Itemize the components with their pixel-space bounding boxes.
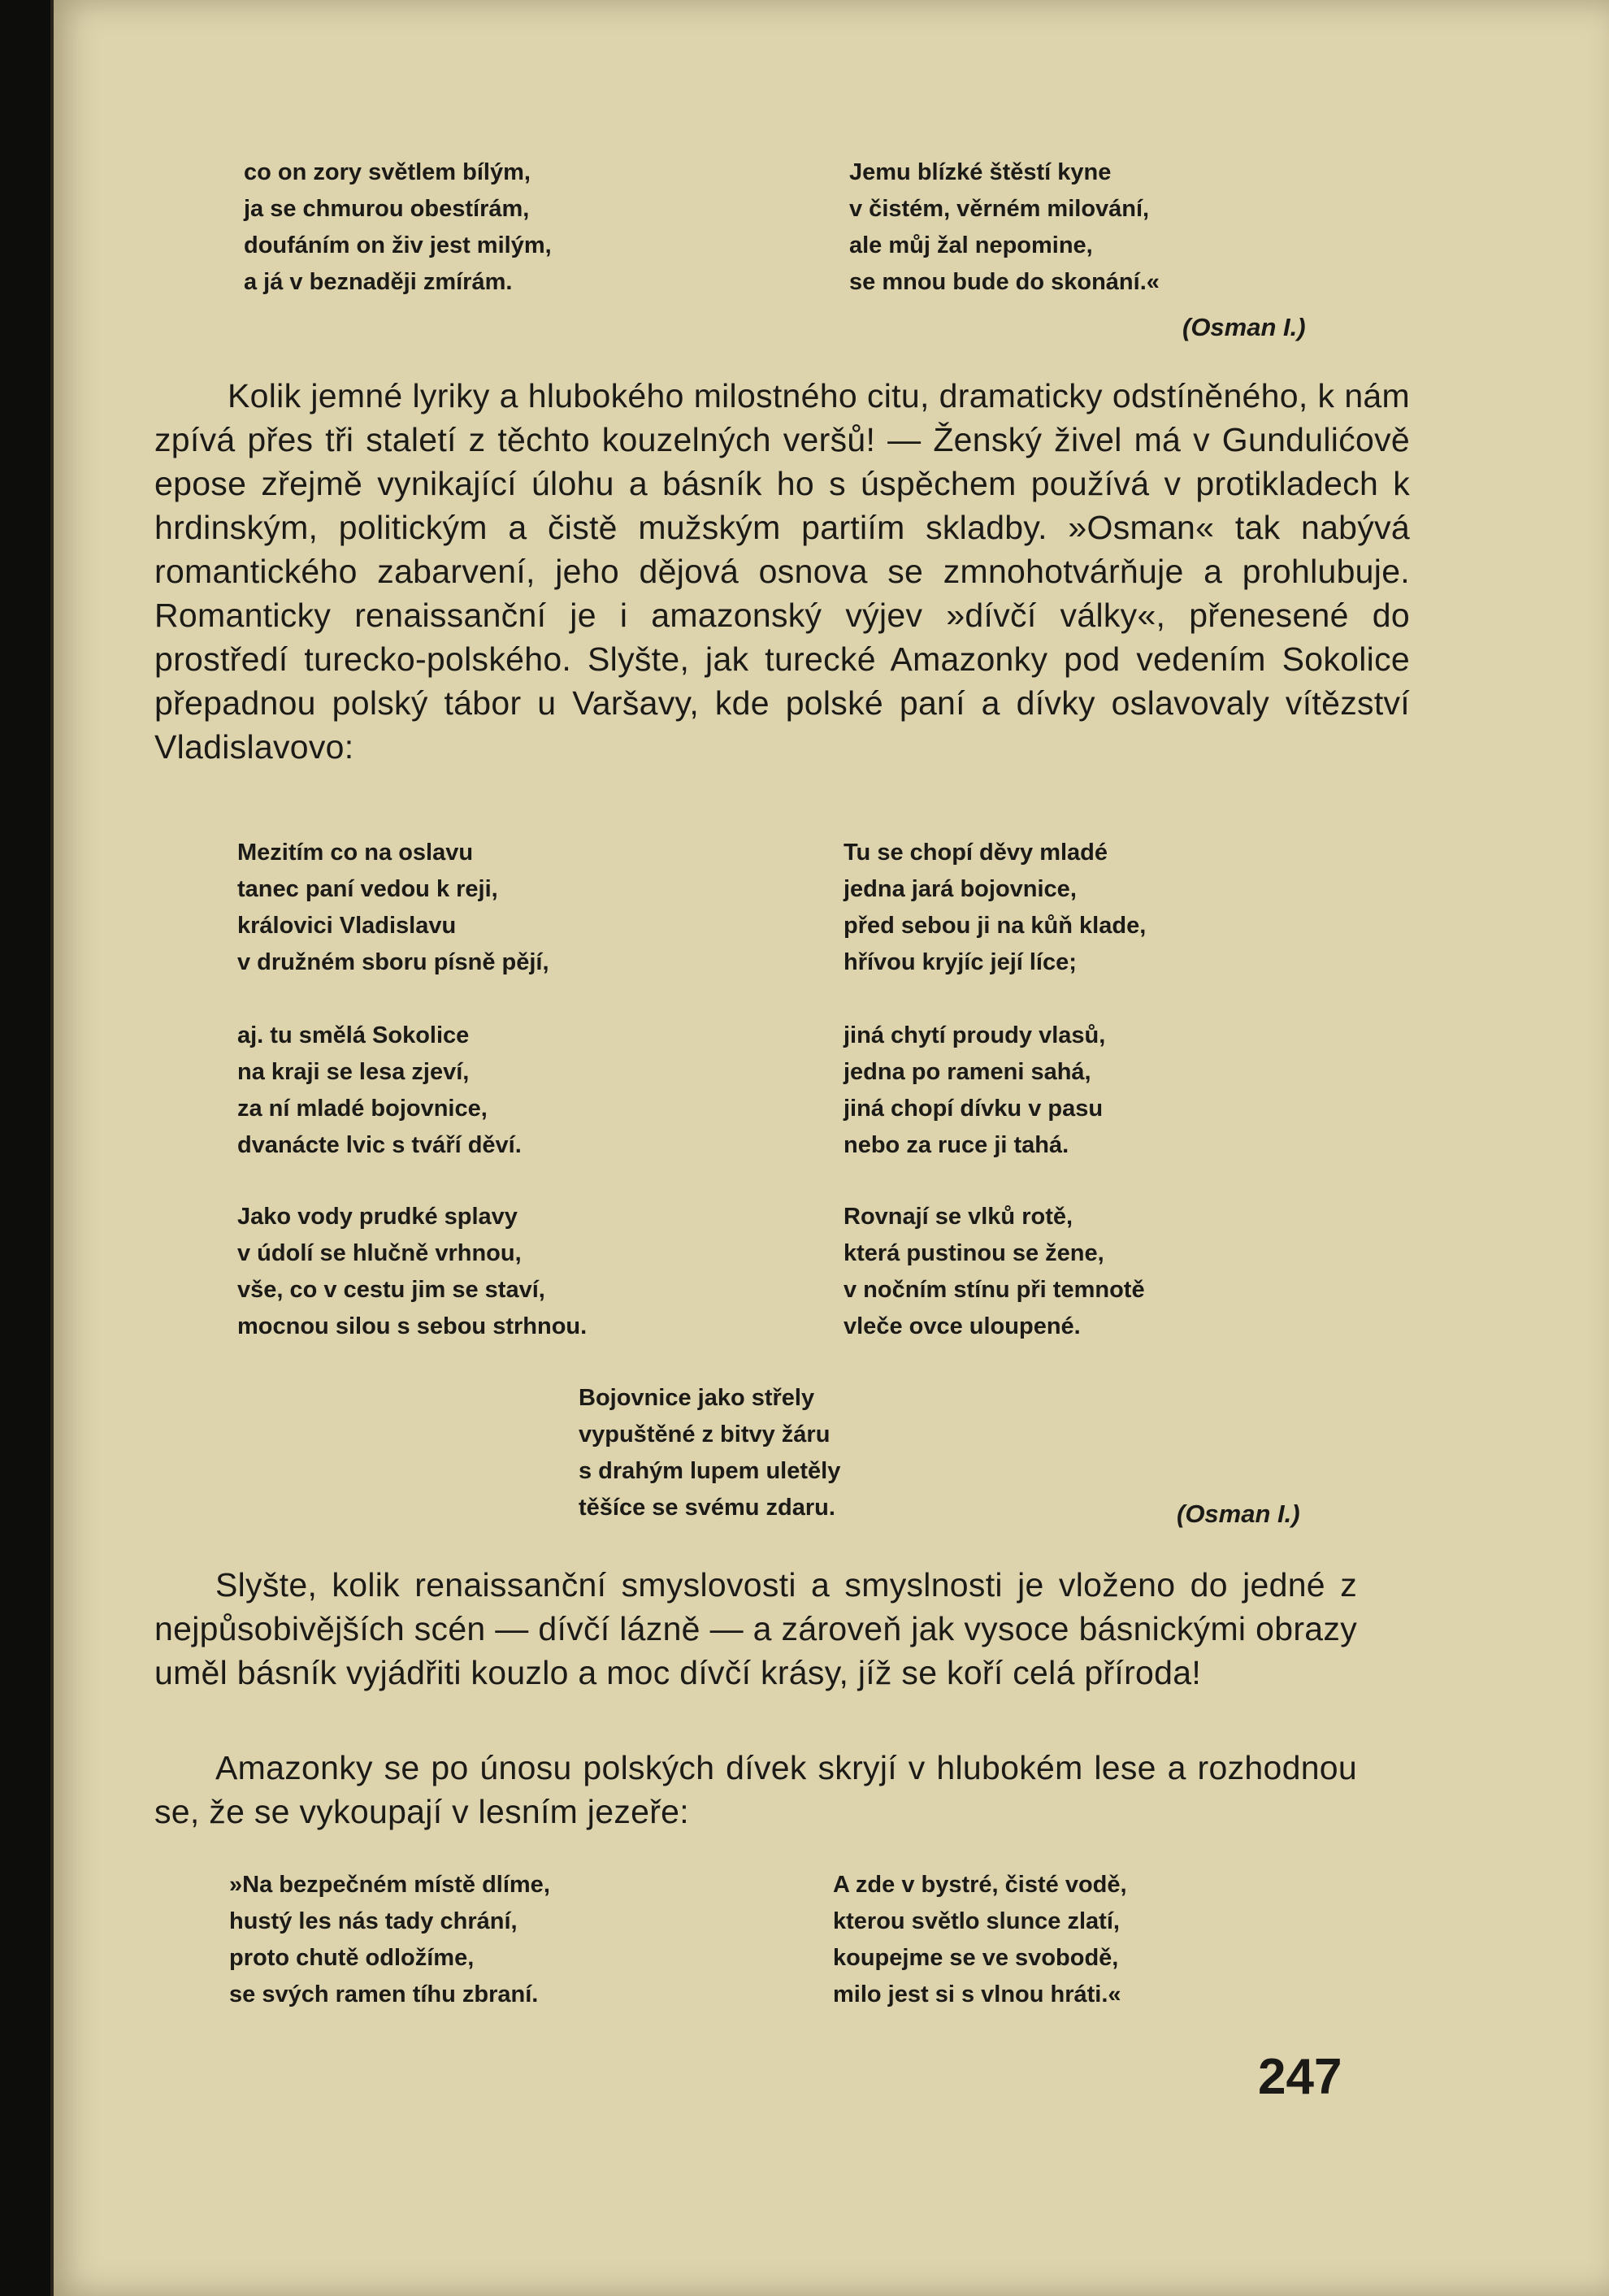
verse-line: nebo za ruce ji tahá. [844, 1132, 1069, 1158]
poem-stanza [229, 1867, 550, 2013]
verse-line: tanec paní vedou k reji, [237, 876, 498, 902]
verse-line: v nočním stínu při temnotě [844, 1277, 1145, 1303]
verse-line: za ní mladé bojovnice, [237, 1096, 488, 1122]
verse-line: dvanácte lvic s tváří děví. [237, 1132, 522, 1158]
verse-line: se svých ramen tíhu zbraní. [229, 1981, 539, 2007]
verse-line: doufáním on živ jest milým, [244, 232, 552, 258]
verse-line: Jako vody prudké splavy [237, 1204, 518, 1230]
top-poem-right-stanza [849, 154, 1160, 301]
verse-line: která pustinou se žene, [844, 1240, 1104, 1266]
verse-line: mocnou silou s sebou strhnou. [237, 1313, 588, 1339]
poem-stanza [833, 1867, 1127, 2013]
poem-stanza [844, 1199, 1145, 1345]
verse-line: milo jest si s vlnou hráti.« [833, 1981, 1121, 2007]
verse-line: v údolí se hlučně vrhnou, [237, 1240, 522, 1266]
page-number: 247 [1258, 2049, 1342, 2105]
verse-line: Mezitím co na oslavu [237, 840, 474, 866]
verse-line: jedna jará bojovnice, [844, 876, 1077, 902]
verse-line: těšíce se svému zdaru. [579, 1495, 835, 1521]
poem-stanza [844, 835, 1146, 981]
verse-line: hřívou kryjíc její líce; [844, 949, 1077, 975]
verse-line: před sebou ji na kůň klade, [844, 913, 1147, 939]
verse-line: ale můj žal nepomine, [849, 232, 1093, 258]
verse-line: Jemu blízké štěstí kyne [849, 159, 1112, 185]
verse-line: aj. tu smělá Sokolice [237, 1022, 470, 1048]
verse-line: se mnou bude do skonání.« [849, 269, 1160, 295]
paragraph: Slyšte, kolik renaissanční smyslovosti a smyslnosti je vloženo do jedné z nejpůsobivějších scén — dívčí lázně — a zároveň jak vysoce básnickými obrazy uměl básník vyjádřiti kouzlo a moc dívčí krásy, jíž se koří celá příroda! [154, 1566, 1357, 1691]
poem-stanza [579, 1380, 840, 1526]
poem-stanza [237, 835, 549, 981]
verse-line: vypuštěné z bitvy žáru [579, 1421, 831, 1447]
verse-line: v čistém, věrném milování, [849, 196, 1150, 222]
poem-stanza [237, 1199, 587, 1345]
verse-line: hustý les nás tady chrání, [229, 1908, 518, 1934]
verse-line: a já v beznaději zmírám. [244, 269, 513, 295]
verse-line: vše, co v cestu jim se staví, [237, 1277, 545, 1303]
verse-line: proto chutě odložíme, [229, 1945, 475, 1971]
verse-line: jiná chytí proudy vlasů, [844, 1022, 1106, 1048]
poem-stanza [237, 1018, 522, 1164]
paragraph: Kolik jemné lyriky a hlubokého milostného citu, dramaticky odstíněného, k nám zpívá přes tři staletí z těchto kouzelných veršů! — Ženský živel má v Gundulićově epose zřejmě vynikající úlohu a básník ho s úspěchem používá v protikladech k hrdinským, politickým a čistě mužským partiím skladby. »Osman« tak nabývá romantického zabarvení, jeho dějová osnova se zmnohotvárňuje a prohlubuje. Romanticky renaissanční je i amazonský výjev »dívčí války«, přenesené do prostředí turecko-polského. Slyšte, jak turecké Amazonky pod vedením Sokolice přepadnou polský tábor u Varšavy, kde polské paní a dívky oslavovaly vítězství Vladislavovo: [154, 377, 1410, 766]
verse-line: ja se chmurou obestírám, [244, 196, 530, 222]
verse-line: kterou světlo slunce zlatí, [833, 1908, 1120, 1934]
verse-line: co on zory světlem bílým, [244, 159, 531, 185]
verse-line: Bojovnice jako střely [579, 1385, 815, 1411]
verse-line: Tu se chopí děvy mladé [844, 840, 1108, 866]
poem-stanza [844, 1018, 1105, 1164]
page-spine [50, 0, 54, 2296]
attribution: (Osman I.) [1177, 1500, 1300, 1528]
verse-line: jedna po rameni sahá, [844, 1059, 1091, 1085]
verse-line: jiná chopí dívku v pasu [844, 1096, 1104, 1122]
verse-line: vleče ovce uloupené. [844, 1313, 1081, 1339]
verse-line: na kraji se lesa zjeví, [237, 1059, 470, 1085]
verse-line: koupejme se ve svobodě, [833, 1945, 1119, 1971]
verse-line: Rovnají se vlků rotě, [844, 1204, 1073, 1230]
verse-line: královici Vladislavu [237, 913, 457, 939]
paragraph: Amazonky se po únosu polských dívek skryjí v hlubokém lese a rozhodnou se, že se vykoupají v lesním jezeře: [154, 1749, 1357, 1830]
top-poem-left-stanza [244, 154, 552, 301]
verse-line: s drahým lupem uletěly [579, 1458, 841, 1484]
verse-line: »Na bezpečném místě dlíme, [229, 1872, 550, 1898]
attribution: (Osman I.) [1182, 313, 1306, 341]
verse-line: A zde v bystré, čisté vodě, [833, 1872, 1127, 1898]
verse-line: v družném sboru písně pějí, [237, 949, 549, 975]
